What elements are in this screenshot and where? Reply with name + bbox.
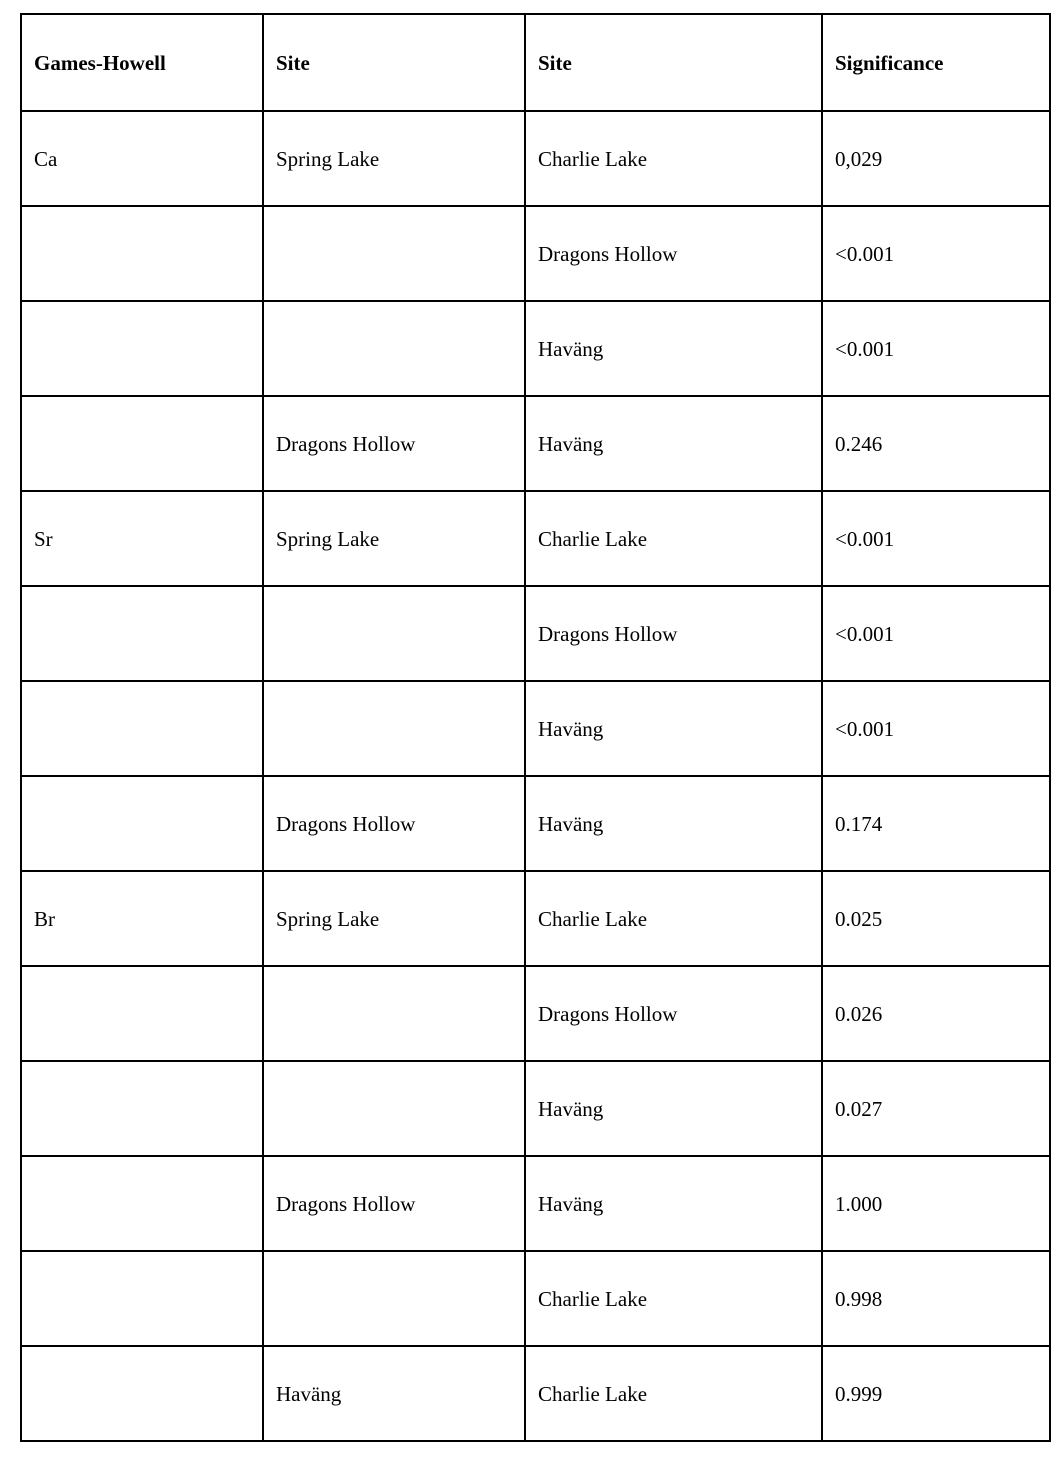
cell-significance: <0.001 bbox=[822, 586, 1050, 681]
table-row bbox=[21, 871, 1050, 966]
cell-significance: 0.999 bbox=[822, 1346, 1050, 1441]
cell-site-a bbox=[263, 1061, 525, 1156]
cell-site-a bbox=[263, 206, 525, 301]
table-row bbox=[21, 1156, 1050, 1251]
cell-significance: <0.001 bbox=[822, 681, 1050, 776]
cell-site-b: Dragons Hollow bbox=[525, 206, 822, 301]
cell-element bbox=[21, 1251, 263, 1346]
cell-site-b: Haväng bbox=[525, 681, 822, 776]
cell-site-a bbox=[263, 301, 525, 396]
cell-element bbox=[21, 776, 263, 871]
header-site-b: Site bbox=[525, 14, 822, 111]
cell-site-b: Haväng bbox=[525, 396, 822, 491]
cell-element bbox=[21, 396, 263, 491]
games-howell-table bbox=[20, 13, 1051, 1442]
cell-significance: 0.246 bbox=[822, 396, 1050, 491]
cell-site-a: Spring Lake bbox=[263, 871, 525, 966]
cell-significance: <0.001 bbox=[822, 491, 1050, 586]
cell-site-a bbox=[263, 586, 525, 681]
cell-element bbox=[21, 1156, 263, 1251]
cell-element bbox=[21, 1346, 263, 1441]
header-site-a: Site bbox=[263, 14, 525, 111]
cell-element bbox=[21, 681, 263, 776]
cell-element bbox=[21, 206, 263, 301]
cell-significance: <0.001 bbox=[822, 301, 1050, 396]
cell-site-a: Dragons Hollow bbox=[263, 776, 525, 871]
table-row bbox=[21, 396, 1050, 491]
table-row bbox=[21, 681, 1050, 776]
cell-element bbox=[21, 586, 263, 681]
cell-site-a bbox=[263, 966, 525, 1061]
cell-site-a: Spring Lake bbox=[263, 491, 525, 586]
cell-element bbox=[21, 301, 263, 396]
cell-site-b: Charlie Lake bbox=[525, 871, 822, 966]
table-row bbox=[21, 1251, 1050, 1346]
cell-significance: 0.998 bbox=[822, 1251, 1050, 1346]
table-row bbox=[21, 586, 1050, 681]
table-row bbox=[21, 776, 1050, 871]
cell-site-b: Charlie Lake bbox=[525, 1346, 822, 1441]
cell-element: Ca bbox=[21, 111, 263, 206]
cell-significance: 0.174 bbox=[822, 776, 1050, 871]
cell-site-a: Spring Lake bbox=[263, 111, 525, 206]
cell-significance: 0.025 bbox=[822, 871, 1050, 966]
cell-site-b: Haväng bbox=[525, 1156, 822, 1251]
cell-significance: <0.001 bbox=[822, 206, 1050, 301]
header-row bbox=[21, 14, 1050, 111]
table-row bbox=[21, 301, 1050, 396]
cell-significance: 1.000 bbox=[822, 1156, 1050, 1251]
table-body bbox=[21, 111, 1050, 1441]
cell-site-b: Charlie Lake bbox=[525, 1251, 822, 1346]
cell-site-a: Dragons Hollow bbox=[263, 396, 525, 491]
cell-element: Br bbox=[21, 871, 263, 966]
cell-site-b: Charlie Lake bbox=[525, 491, 822, 586]
table-row bbox=[21, 206, 1050, 301]
cell-element bbox=[21, 1061, 263, 1156]
cell-site-a bbox=[263, 681, 525, 776]
cell-element bbox=[21, 966, 263, 1061]
table-row bbox=[21, 111, 1050, 206]
cell-element: Sr bbox=[21, 491, 263, 586]
cell-significance: 0.026 bbox=[822, 966, 1050, 1061]
cell-significance: 0,029 bbox=[822, 111, 1050, 206]
cell-site-a: Dragons Hollow bbox=[263, 1156, 525, 1251]
table-row bbox=[21, 966, 1050, 1061]
header-significance: Significance bbox=[822, 14, 1050, 111]
cell-site-b: Dragons Hollow bbox=[525, 966, 822, 1061]
table-row bbox=[21, 1346, 1050, 1441]
cell-significance: 0.027 bbox=[822, 1061, 1050, 1156]
header-test: Games-Howell bbox=[21, 14, 263, 111]
table-row bbox=[21, 491, 1050, 586]
cell-site-a: Haväng bbox=[263, 1346, 525, 1441]
cell-site-b: Dragons Hollow bbox=[525, 586, 822, 681]
cell-site-b: Haväng bbox=[525, 301, 822, 396]
table-row bbox=[21, 1061, 1050, 1156]
cell-site-a bbox=[263, 1251, 525, 1346]
table-header bbox=[21, 14, 1050, 111]
cell-site-b: Haväng bbox=[525, 1061, 822, 1156]
cell-site-b: Haväng bbox=[525, 776, 822, 871]
cell-site-b: Charlie Lake bbox=[525, 111, 822, 206]
